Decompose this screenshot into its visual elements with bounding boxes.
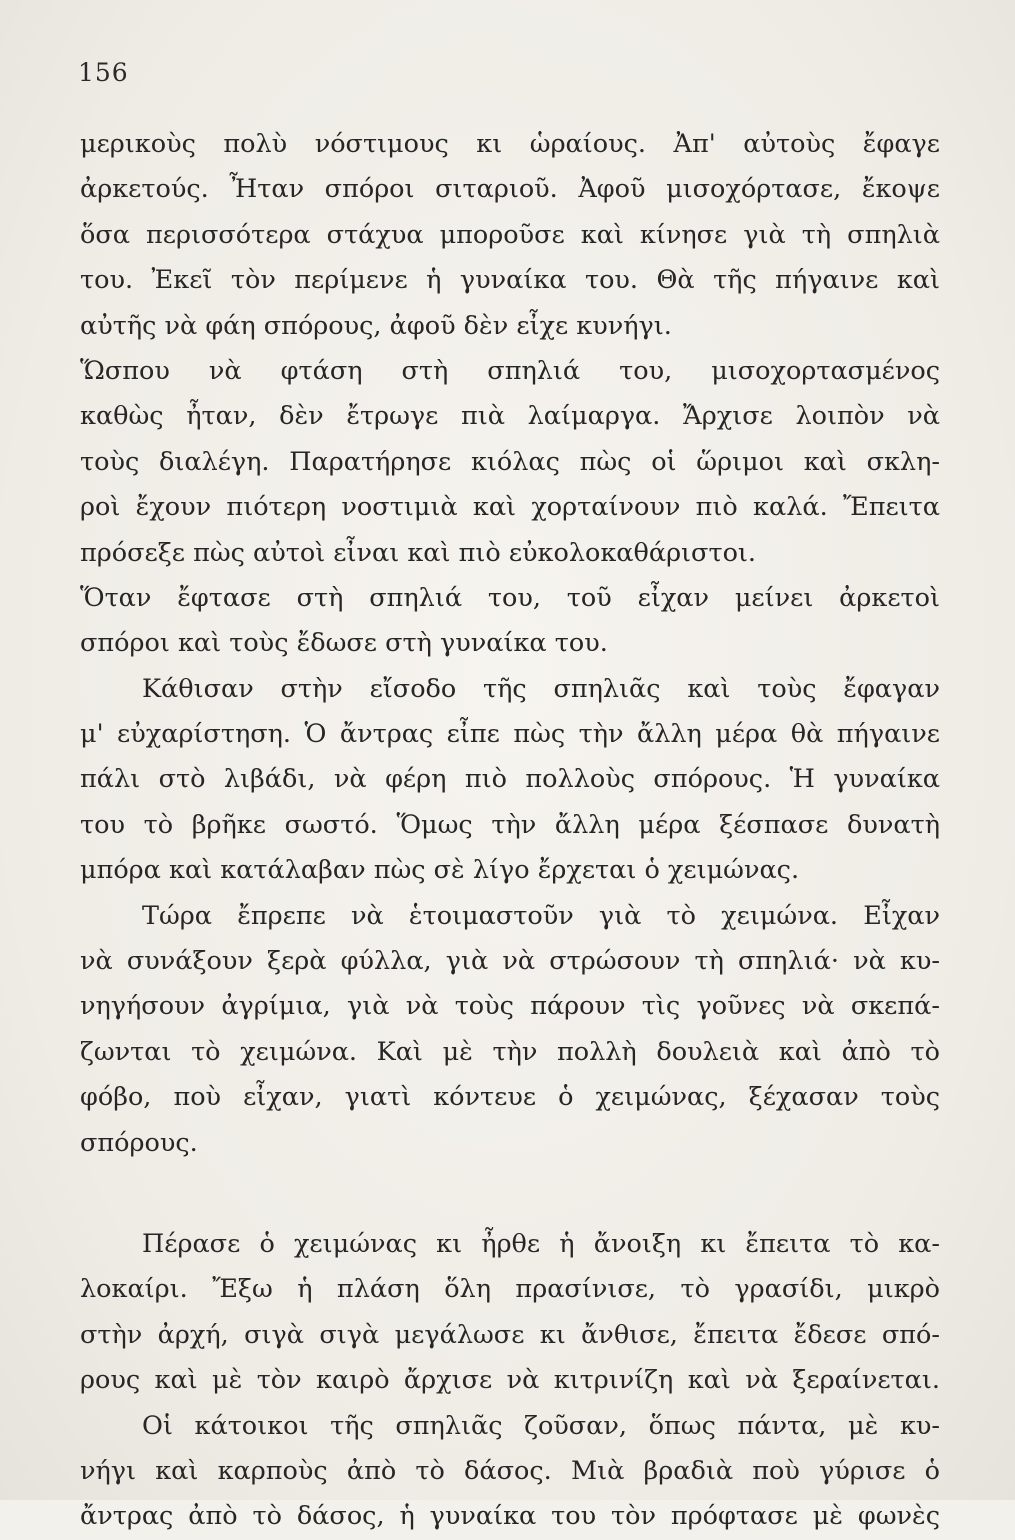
text-line: νηγήσουν ἀγρίμια, γιὰ νὰ τοὺς πάρουν τὶς γοῦνες νὰ σκεπά- [80, 991, 940, 1022]
text-line: μ' εὐχαρίστηση. Ὁ ἄντρας εἶπε πὼς τὴν ἄλλη μέρα θὰ πήγαινε [80, 719, 940, 750]
body-text [80, 122, 940, 1540]
text-line: Τώρα ἔπρεπε νὰ ἑτοιμαστοῦν γιὰ τὸ χειμώνα. Εἶχαν [142, 900, 940, 931]
text-line: ρους καὶ μὲ τὸν καιρὸ ἄρχισε νὰ κιτρινίζη καὶ νὰ ξεραίνεται. [80, 1365, 940, 1396]
paragraph-gap [80, 1166, 940, 1222]
text-line: στὴν ἀρχή, σιγὰ σιγὰ μεγάλωσε κι ἄνθισε, ἔπειτα ἔδεσε σπό- [80, 1319, 940, 1350]
text-line: σπόροι καὶ τοὺς ἔδωσε στὴ γυναίκα του. [80, 628, 608, 659]
page-number: 156 [78, 58, 129, 87]
text-line: Πέρασε ὁ χειμώνας κι ἦρθε ἡ ἄνοιξη κι ἔπειτα τὸ κα- [142, 1228, 940, 1259]
text-line: Οἱ κάτοικοι τῆς σπηλιᾶς ζοῦσαν, ὅπως πάντα, μὲ κυ- [142, 1410, 940, 1441]
text-line: αὐτῆς νὰ φάη σπόρους, ἀφοῦ δὲν εἶχε κυνήγι. [80, 310, 672, 341]
text-line: φόβο, ποὺ εἶχαν, γιατὶ κόντευε ὁ χειμώνας, ξέχασαν τοὺς [80, 1082, 940, 1113]
text-line: ζωνται τὸ χειμώνα. Καὶ μὲ τὴν πολλὴ δουλειὰ καὶ ἀπὸ τὸ [80, 1036, 940, 1067]
text-line: Ὥσπου νὰ φτάση στὴ σπηλιά του, μισοχορτασμένος [80, 355, 940, 386]
text-line: του. Ἐκεῖ τὸν περίμενε ἡ γυναίκα του. Θὰ τῆς πήγαινε καὶ [80, 265, 940, 296]
text-line: ροὶ ἔχουν πιότερη νοστιμιὰ καὶ χορταίνουν πιὸ καλά. Ἔπειτα [80, 492, 940, 523]
text-line: του τὸ βρῆκε σωστό. Ὅμως τὴν ἄλλη μέρα ξέσπασε δυνατὴ [80, 809, 940, 840]
text-line: μερικοὺς πολὺ νόστιμους κι ὡραίους. Ἀπ' αὐτοὺς ἔφαγε [80, 129, 940, 159]
text-line: λοκαίρι. Ἔξω ἡ πλάση ὅλη πρασίνισε, τὸ γρασίδι, μικρὸ [80, 1274, 940, 1305]
text-line: τοὺς διαλέγη. Παρατήρησε κιόλας πὼς οἱ ὥριμοι καὶ σκλη- [80, 446, 940, 477]
text-line: ἄντρας ἀπὸ τὸ δάσος, ἡ γυναίκα του τὸν πρόφτασε μὲ φωνὲς [80, 1501, 940, 1532]
text-line: Ὅταν ἔφτασε στὴ σπηλιά του, τοῦ εἶχαν μείνει ἀρκετοὶ [80, 582, 940, 613]
text-line: καθὼς ἦταν, δὲν ἔτρωγε πιὰ λαίμαργα. Ἄρχισε λοιπὸν νὰ [80, 401, 940, 432]
text-line: ὅσα περισσότερα στάχυα μποροῦσε καὶ κίνησε γιὰ τὴ σπηλιὰ [80, 219, 940, 250]
text-line: σπόρους. [80, 1127, 198, 1158]
text-line: μπόρα καὶ κατάλαβαν πὼς σὲ λίγο ἔρχεται ὁ χειμώνας. [80, 855, 800, 886]
text-line: νήγι καὶ καρποὺς ἀπὸ τὸ δάσος. Μιὰ βραδιὰ ποὺ γύρισε ὁ [80, 1455, 940, 1486]
text-line: πάλι στὸ λιβάδι, νὰ φέρη πιὸ πολλοὺς σπόρους. Ἡ γυναίκα [80, 764, 940, 795]
text-line: Κάθισαν στὴν εἴσοδο τῆς σπηλιᾶς καὶ τοὺς ἔφαγαν [142, 673, 940, 704]
text-line: πρόσεξε πὼς αὐτοὶ εἶναι καὶ πιὸ εὐκολοκαθάριστοι. [80, 537, 757, 568]
text-line: νὰ συνάξουν ξερὰ φύλλα, γιὰ νὰ στρώσουν τὴ σπηλιά· νὰ κυ- [80, 946, 940, 977]
text-line: ἀρκετούς. Ἦταν σπόροι σιταριοῦ. Ἀφοῦ μισοχόρτασε, ἔκοψε [80, 174, 940, 205]
